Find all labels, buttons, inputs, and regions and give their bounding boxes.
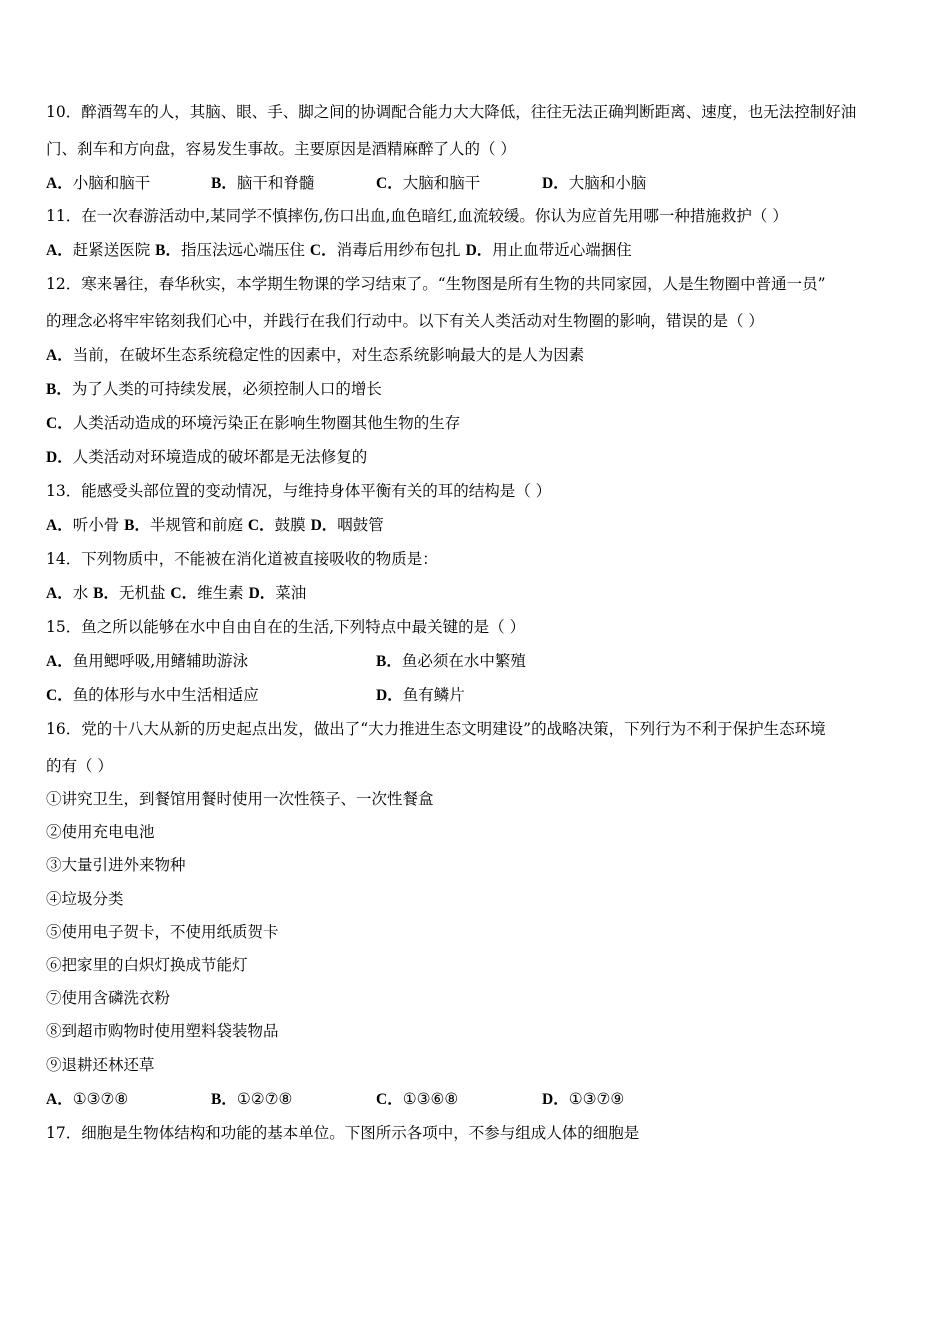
q10-option-b: B．脑干和脊髓 (211, 174, 315, 192)
q12-option-d: D．人类活动对环境造成的破坏都是无法修复的 (46, 448, 368, 466)
q16-option-c: C．①③⑥⑧ (376, 1090, 459, 1108)
q16-item: ⑥把家里的白炽灯换成节能灯 (46, 956, 248, 974)
q17-stem: 17．细胞是生物体结构和功能的基本单位。下图所示各项中，不参与组成人体的细胞是 (46, 1124, 640, 1142)
q13-options: A．听小骨 B．半规管和前庭 C．鼓膜 D．咽鼓管 (46, 516, 384, 534)
q13-stem: 13．能感受头部位置的变动情况，与维持身体平衡有关的耳的结构是（ ） (46, 482, 552, 500)
q16-option-d: D．①③⑦⑨ (542, 1090, 625, 1108)
q16-item: ④垃圾分类 (46, 890, 124, 908)
q15-stem: 15．鱼之所以能够在水中自由自在的生活,下列特点中最关键的是（ ） (46, 618, 526, 636)
q16-item: ⑦使用含磷洗衣粉 (46, 989, 171, 1007)
q16-option-a: A．①③⑦⑧ (46, 1090, 129, 1108)
q16-item: ③大量引进外来物种 (46, 856, 186, 874)
q16-item: ⑤使用电子贺卡，不使用纸质贺卡 (46, 923, 279, 941)
q10-stem-line2: 门、刹车和方向盘，容易发生事故。主要原因是酒精麻醉了人的（ ） (46, 140, 516, 158)
q15-option-a: A．鱼用鳃呼吸,用鳍辅助游泳 (46, 652, 249, 670)
q14-stem: 14．下列物质中，不能被在消化道被直接吸收的物质是： (46, 550, 438, 568)
q15-option-d: D．鱼有鳞片 (376, 686, 465, 704)
q16-item: ⑨退耕还林还草 (46, 1056, 155, 1074)
q16-stem-line1: 16．党的十八大从新的历史起点出发，做出了“大力推进生态文明建设”的战略决策，下列行为不利于保护生态环境 (46, 720, 826, 738)
q11-stem: 11．在一次春游活动中,某同学不慎摔伤,伤口出血,血色暗红,血流较缓。你认为应首先用哪一种措施救护（ ） (46, 207, 788, 225)
q12-stem-line1: 12．寒来暑往，春华秋实，本学期生物课的学习结束了。“生物图是所有生物的共同家园，人是生物圈中普通一员” (46, 275, 826, 293)
q16-item: ①讲究卫生，到餐馆用餐时使用一次性筷子、一次性餐盒 (46, 790, 434, 808)
q12-option-b: B．为了人类的可持续发展，必须控制人口的增长 (46, 380, 382, 398)
q10-option-a: A．小脑和脑干 (46, 174, 151, 192)
q11-options: A．赶紧送医院 B．指压法远心端压住 C．消毒后用纱布包扎 D．用止血带近心端捆住 (46, 241, 632, 259)
q16-item: ②使用充电电池 (46, 823, 155, 841)
q12-option-c: C．人类活动造成的环境污染正在影响生物圈其他生物的生存 (46, 414, 461, 432)
q12-option-a: A．当前，在破坏生态系统稳定性的因素中，对生态系统影响最大的是人为因素 (46, 346, 585, 364)
q12-stem-line2: 的理念必将牢牢铭刻我们心中，并践行在我们行动中。以下有关人类活动对生物圈的影响，错误的是（ ） (46, 312, 764, 330)
q16-item: ⑧到超市购物时使用塑料袋装物品 (46, 1022, 279, 1040)
q15-option-b: B．鱼必须在水中繁殖 (376, 652, 526, 670)
q16-stem-line2: 的有（ ） (46, 757, 113, 775)
q14-options: A．水 B．无机盐 C．维生素 D．菜油 (46, 584, 307, 602)
q10-stem-line1: 10．醉酒驾车的人，其脑、眼、手、脚之间的协调配合能力大大降低，往往无法正确判断距离、速度，也无法控制好油 (46, 103, 857, 121)
q16-option-b: B．①②⑦⑧ (211, 1090, 293, 1108)
q10-option-d: D．大脑和小脑 (542, 174, 647, 192)
q15-option-c: C．鱼的体形与水中生活相适应 (46, 686, 259, 704)
q10-option-c: C．大脑和脑干 (376, 174, 481, 192)
